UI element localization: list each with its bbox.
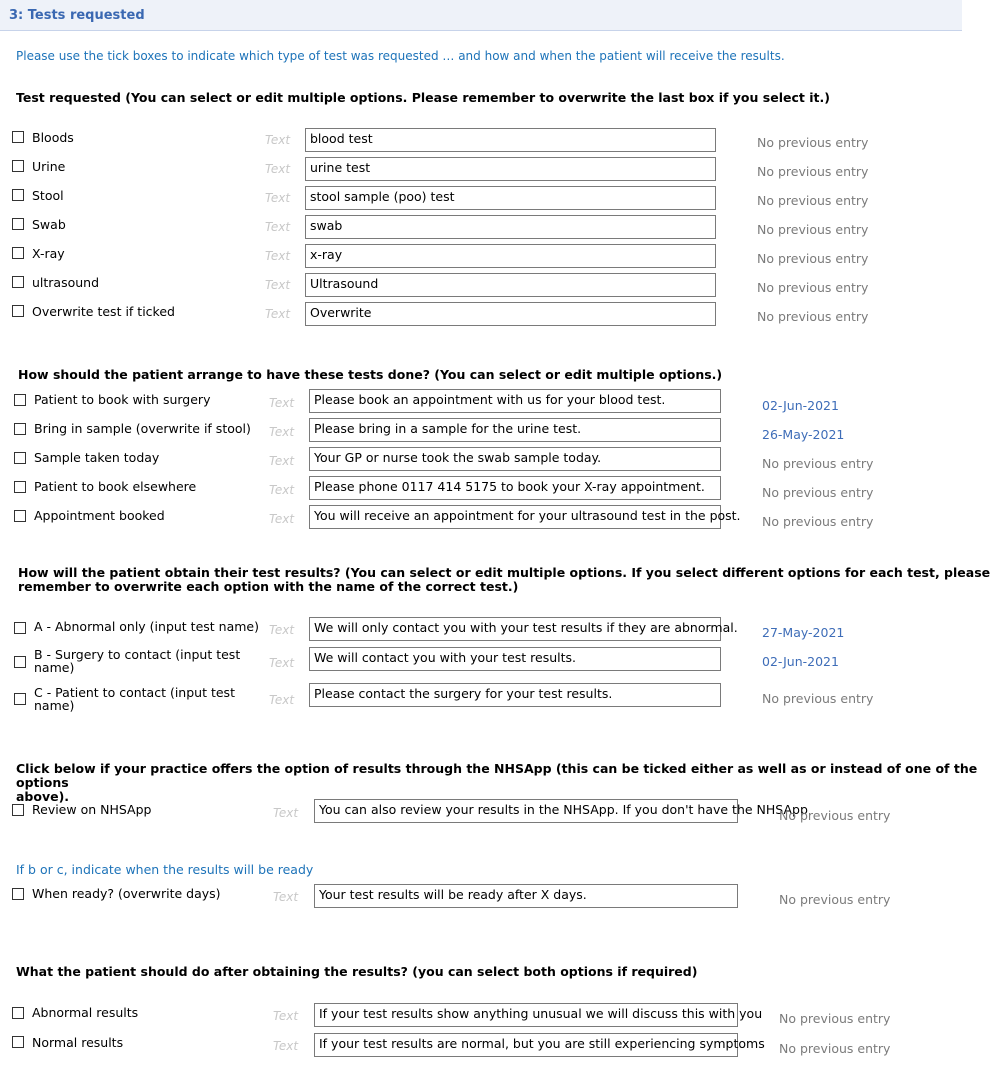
previous-entry: No previous entry <box>779 808 891 823</box>
book-with-surgery-label: Patient to book with surgery <box>34 392 211 407</box>
surgery-to-contact-label <box>34 648 240 674</box>
text-placeholder: Text <box>269 454 295 468</box>
bloods-text-input[interactable]: blood test <box>305 128 716 152</box>
abnormal-only-text-input[interactable]: We will only contact you with your test results if they are abnormal. <box>309 617 721 641</box>
urine-checkbox[interactable] <box>12 160 24 172</box>
obtain-results-heading-line2: remember to overwrite each option with the name of the correct test.) <box>18 579 519 594</box>
abnormal-results-checkbox[interactable] <box>12 1007 24 1019</box>
results-ready-note: If b or c, indicate when the results will be ready <box>16 862 314 877</box>
abnormal-only-checkbox[interactable] <box>14 622 26 634</box>
label-line: name) <box>34 698 75 713</box>
sample-taken-today-checkbox[interactable] <box>14 452 26 464</box>
normal-results-text-input[interactable]: If your test results are normal, but you are still experiencing symptoms <box>314 1033 738 1057</box>
when-ready-label: When ready? (overwrite days) <box>32 886 221 901</box>
text-placeholder: Text <box>273 806 299 820</box>
text-placeholder: Text <box>265 191 291 205</box>
appointment-booked-checkbox[interactable] <box>14 510 26 522</box>
previous-entry-date: 26-May-2021 <box>762 427 845 442</box>
patient-to-contact-text-input[interactable]: Please contact the surgery for your test results. <box>309 683 721 707</box>
bring-sample-checkbox[interactable] <box>14 423 26 435</box>
previous-entry: No previous entry <box>762 514 874 529</box>
review-nhsapp-text-input[interactable]: You can also review your results in the NHSApp. If you don't have the NHSApp <box>314 799 738 823</box>
previous-entry: No previous entry <box>757 251 869 266</box>
text-placeholder: Text <box>265 307 291 321</box>
abnormal-results-text-input[interactable]: If your test results show anything unusual we will discuss this with you <box>314 1003 738 1027</box>
nhsapp-heading-line1: Click below if your practice offers the option of results through the NHSApp (this can be ticked either as well as or instead of one of the options <box>16 761 978 790</box>
tests-requested-heading: Test requested (You can select or edit multiple options. Please remember to overwrite the last box if you select it.) <box>16 90 830 105</box>
label-line: name) <box>34 660 75 675</box>
sample-taken-today-label: Sample taken today <box>34 450 160 465</box>
abnormal-results-label: Abnormal results <box>32 1005 139 1020</box>
intro-text: Please use the tick boxes to indicate which type of test was requested … and how and when the patient will receive the results. <box>16 49 785 63</box>
previous-entry-date: 02-Jun-2021 <box>762 654 839 669</box>
review-nhsapp-label: Review on NHSApp <box>32 802 152 817</box>
text-placeholder: Text <box>265 278 291 292</box>
stool-label: Stool <box>32 188 64 203</box>
normal-results-checkbox[interactable] <box>12 1036 24 1048</box>
book-elsewhere-text-input[interactable]: Please phone 0117 414 5175 to book your X-ray appointment. <box>309 476 721 500</box>
text-placeholder: Text <box>269 693 295 707</box>
text-placeholder: Text <box>269 512 295 526</box>
book-with-surgery-text-input[interactable]: Please book an appointment with us for your blood test. <box>309 389 721 413</box>
xray-checkbox[interactable] <box>12 247 24 259</box>
arrange-tests-heading: How should the patient arrange to have these tests done? (You can select or edit multiple options.) <box>18 367 723 382</box>
swab-label: Swab <box>32 217 66 232</box>
surgery-to-contact-text-input[interactable]: We will contact you with your test results. <box>309 647 721 671</box>
ultrasound-text-input[interactable]: Ultrasound <box>305 273 716 297</box>
normal-results-label: Normal results <box>32 1035 124 1050</box>
text-placeholder: Text <box>269 396 295 410</box>
ultrasound-label: ultrasound <box>32 275 100 290</box>
stool-text-input[interactable]: stool sample (poo) test <box>305 186 716 210</box>
section-header <box>0 0 962 31</box>
text-placeholder: Text <box>269 656 295 670</box>
abnormal-only-label: A - Abnormal only (input test name) <box>34 619 259 634</box>
nhsapp-heading <box>16 762 1000 804</box>
text-placeholder: Text <box>265 133 291 147</box>
obtain-results-heading-line1: How will the patient obtain their test results? (You can select or edit multiple options. If you select different options for each test, please <box>18 565 991 580</box>
review-nhsapp-checkbox[interactable] <box>12 804 24 816</box>
previous-entry: No previous entry <box>779 1041 891 1056</box>
text-placeholder: Text <box>265 162 291 176</box>
patient-to-contact-checkbox[interactable] <box>14 693 26 705</box>
previous-entry: No previous entry <box>779 892 891 907</box>
overwrite-label: Overwrite test if ticked <box>32 304 175 319</box>
bring-sample-label: Bring in sample (overwrite if stool) <box>34 421 251 436</box>
book-elsewhere-label: Patient to book elsewhere <box>34 479 197 494</box>
obtain-results-heading <box>18 566 990 594</box>
text-placeholder: Text <box>273 890 299 904</box>
sample-taken-today-text-input[interactable]: Your GP or nurse took the swab sample today. <box>309 447 721 471</box>
text-placeholder: Text <box>273 1039 299 1053</box>
previous-entry: No previous entry <box>762 456 874 471</box>
urine-text-input[interactable]: urine test <box>305 157 716 181</box>
ultrasound-checkbox[interactable] <box>12 276 24 288</box>
swab-text-input[interactable]: swab <box>305 215 716 239</box>
previous-entry: No previous entry <box>757 309 869 324</box>
when-ready-checkbox[interactable] <box>12 888 24 900</box>
previous-entry: No previous entry <box>779 1011 891 1026</box>
patient-to-contact-label <box>34 686 235 712</box>
xray-label: X-ray <box>32 246 65 261</box>
text-placeholder: Text <box>269 483 295 497</box>
bring-sample-text-input[interactable]: Please bring in a sample for the urine test. <box>309 418 721 442</box>
appointment-booked-label: Appointment booked <box>34 508 165 523</box>
previous-entry-date: 27-May-2021 <box>762 625 845 640</box>
previous-entry: No previous entry <box>757 193 869 208</box>
section-title: 3: Tests requested <box>9 8 145 23</box>
text-placeholder: Text <box>265 249 291 263</box>
urine-label: Urine <box>32 159 66 174</box>
previous-entry: No previous entry <box>757 164 869 179</box>
previous-entry: No previous entry <box>757 280 869 295</box>
overwrite-text-input[interactable]: Overwrite <box>305 302 716 326</box>
stool-checkbox[interactable] <box>12 189 24 201</box>
previous-entry-date: 02-Jun-2021 <box>762 398 839 413</box>
previous-entry: No previous entry <box>762 485 874 500</box>
text-placeholder: Text <box>269 623 295 637</box>
previous-entry: No previous entry <box>757 135 869 150</box>
previous-entry: No previous entry <box>757 222 869 237</box>
surgery-to-contact-checkbox[interactable] <box>14 656 26 668</box>
text-placeholder: Text <box>269 425 295 439</box>
when-ready-text-input[interactable]: Your test results will be ready after X days. <box>314 884 738 908</box>
book-elsewhere-checkbox[interactable] <box>14 481 26 493</box>
overwrite-checkbox[interactable] <box>12 305 24 317</box>
book-with-surgery-checkbox[interactable] <box>14 394 26 406</box>
previous-entry: No previous entry <box>762 691 874 706</box>
swab-checkbox[interactable] <box>12 218 24 230</box>
label-line: C - Patient to contact (input test <box>34 685 235 700</box>
xray-text-input[interactable]: x-ray <box>305 244 716 268</box>
label-line: B - Surgery to contact (input test <box>34 647 241 662</box>
bloods-label: Bloods <box>32 130 74 145</box>
bloods-checkbox[interactable] <box>12 131 24 143</box>
after-results-heading: What the patient should do after obtaining the results? (you can select both options if required) <box>16 964 698 979</box>
text-placeholder: Text <box>273 1009 299 1023</box>
text-placeholder: Text <box>265 220 291 234</box>
appointment-booked-text-input[interactable]: You will receive an appointment for your ultrasound test in the post. <box>309 505 721 529</box>
nhsapp-heading-line2: above). <box>16 789 70 804</box>
